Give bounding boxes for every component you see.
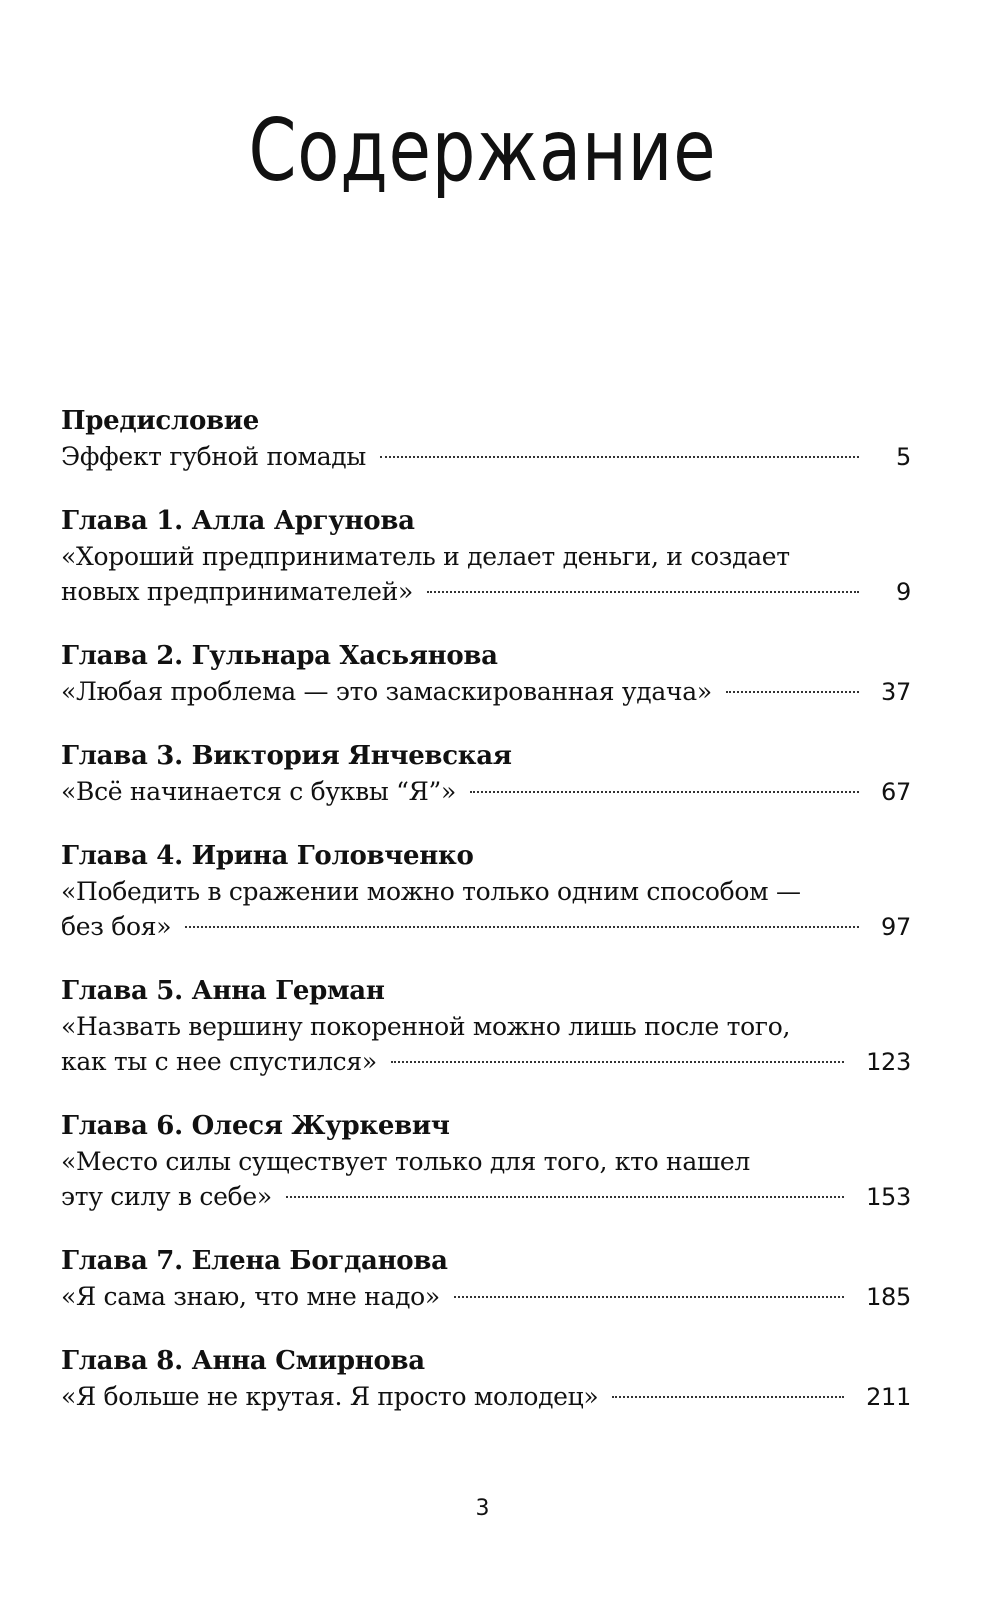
entry-heading: Глава 8. Анна Смирнова (61, 1346, 425, 1376)
entry-title: Эффект губной помады (61, 442, 366, 471)
entry-title-line (61, 909, 911, 945)
entry-page-number: 185 (866, 1283, 911, 1311)
entry-heading: Глава 2. Гульнара Хасьянова (61, 641, 498, 671)
entry-page-number: 97 (881, 913, 911, 941)
toc-entry-chapter-3[interactable] (61, 739, 911, 810)
entry-heading: Предисловие (61, 406, 259, 436)
entry-heading: Глава 1. Алла Аргунова (61, 506, 415, 536)
entry-title-line (61, 1179, 911, 1215)
page-title: Содержание (248, 101, 717, 201)
entry-title: эту силу в себе» (61, 1182, 272, 1211)
entry-title-line (61, 1044, 911, 1080)
dot-leader (726, 691, 859, 693)
toc-entry-chapter-6[interactable] (61, 1109, 911, 1215)
entry-page-number: 5 (896, 443, 911, 471)
toc-entry-chapter-2[interactable] (61, 639, 911, 710)
entry-heading: Глава 4. Ирина Головченко (61, 841, 474, 871)
toc-entry-chapter-4[interactable] (61, 839, 911, 945)
entry-page-number: 123 (866, 1048, 911, 1076)
entry-title-line (61, 574, 911, 610)
toc-entry-chapter-8[interactable] (61, 1344, 911, 1415)
dot-leader (380, 456, 859, 458)
entry-heading: Глава 5. Анна Герман (61, 976, 385, 1006)
dot-leader (454, 1296, 844, 1298)
entry-heading: Глава 6. Олеся Журкевич (61, 1111, 450, 1141)
dot-leader (185, 926, 859, 928)
entry-title-line (61, 1379, 911, 1415)
entry-title-line (61, 439, 911, 475)
dot-leader (470, 791, 859, 793)
entry-title-line (61, 674, 911, 710)
table-of-contents (61, 404, 911, 1415)
entry-title-line (61, 1279, 911, 1315)
entry-title-line: «Победить в сражении можно только одним способом — (61, 877, 801, 906)
page-number: 3 (475, 1496, 490, 1521)
entry-title-line: «Назвать вершину покоренной можно лишь после того, (61, 1012, 791, 1041)
entry-page-number: 153 (866, 1183, 911, 1211)
toc-entry-preface[interactable] (61, 404, 911, 475)
toc-entry-chapter-7[interactable] (61, 1244, 911, 1315)
entry-heading: Глава 3. Виктория Янчевская (61, 741, 512, 771)
entry-page-number: 67 (881, 778, 911, 806)
toc-entry-chapter-1[interactable] (61, 504, 911, 610)
entry-page-number: 37 (881, 678, 911, 706)
entry-title: «Я сама знаю, что мне надо» (61, 1282, 440, 1311)
entry-title: «Я больше не крутая. Я просто молодец» (61, 1382, 599, 1411)
dot-leader (427, 591, 859, 593)
dot-leader (612, 1396, 844, 1398)
entry-title: новых предпринимателей» (61, 577, 413, 606)
entry-title-line (61, 774, 911, 810)
entry-title-line: «Хороший предприниматель и делает деньги, и создает (61, 542, 790, 571)
dot-leader (286, 1196, 844, 1198)
entry-heading: Глава 7. Елена Богданова (61, 1246, 448, 1276)
entry-title: как ты с нее спустился» (61, 1047, 377, 1076)
entry-title: «Всё начинается с буквы “Я”» (61, 777, 456, 806)
entry-title-line: «Место силы существует только для того, кто нашел (61, 1147, 750, 1176)
entry-title: без боя» (61, 912, 172, 941)
entry-title: «Любая проблема — это замаскированная удача» (61, 677, 712, 706)
entry-page-number: 9 (896, 578, 911, 606)
toc-entry-chapter-5[interactable] (61, 974, 911, 1080)
dot-leader (391, 1061, 844, 1063)
entry-page-number: 211 (866, 1383, 911, 1411)
